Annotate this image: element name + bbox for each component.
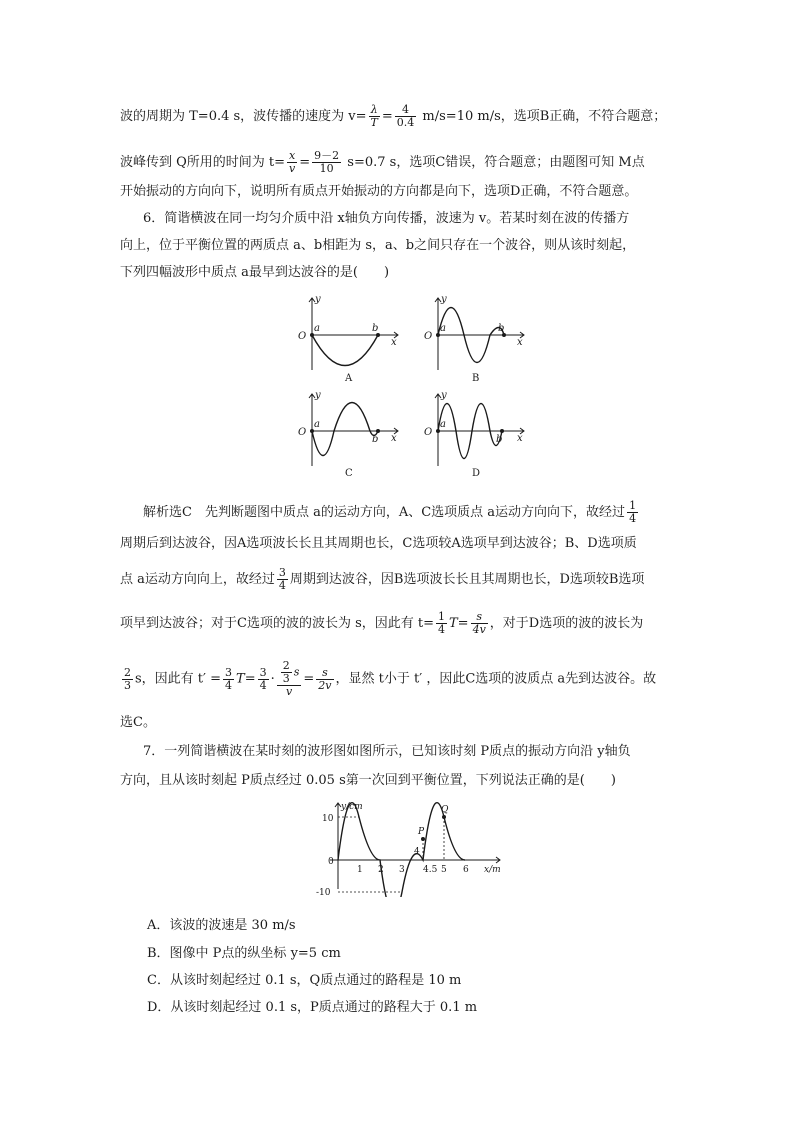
graph-c-y-label: y [315,390,321,401]
graph-d-y-label: y [441,390,447,401]
fraction-denominator: 4 [225,678,233,692]
text-segment: ，对于D选项的波的波长为 [489,616,644,631]
wave-chart [310,797,510,897]
text-segment: ，显然 t小于 t′ ，因此C选项的波质点 a先到达波谷。故 [335,671,657,687]
y-tick: 10 [322,814,334,824]
graph-b-y-label: y [441,294,447,305]
fraction-denominator: v [285,685,293,698]
fraction-numerator: 4 [395,104,417,117]
text-segment: T [449,616,458,631]
text-segment: 解析选C 先判断题图中质点 a的运动方向，A、C选项质点 a运动方向向下，故经过 [143,505,626,520]
fraction [316,667,333,692]
x-tick-4: 4 [414,847,420,857]
y-tick: 0 [328,857,334,867]
text-segment: s，因此有 t′ = [135,671,222,687]
x-tick: 4.5 [423,865,438,875]
fraction [258,667,269,692]
fraction [277,567,288,592]
option-a: A．该波的波速是 30 m/s [147,918,296,933]
fraction-denominator: 2v [318,678,332,692]
solution-line: $\frac{2}{3}$ s，因此有 t′ = $\frac{3}{4}$ T= $\frac{3}{4}$ · $\frac{2}{3}$ s v = $\frac{s}{2v}$ ，显然 t小于 t′ ，因此C选项的波质点 a先到达波谷。故 [124,659,657,698]
solution-line: 周期后到达波谷，因A选项波长长且其周期也长，C选项较A选项早到达波谷；B、D选项质 [120,536,637,551]
fraction-denominator: 3 [124,678,131,692]
text-segment: 波峰传到 Q所用的时间为 t= [120,155,286,170]
option-d: D．从该时刻起经过 0.1 s，P质点通过的路程大于 0.1 m [147,1000,478,1015]
question-6-line: 下列四幅波形中质点 a最早到达波谷的是( ) [120,265,390,280]
text-line: 波的周期为 T=0.4 s，波传播的速度为 v= $\frac{\lambda}{T}$ = $\frac{4}{0.4}$ m/s=10 m/s，选项B正确，不符合题意； [120,103,667,129]
question-6-line: 6．简谐横波在同一均匀介质中沿 x轴负方向传播，波速为 v。若某时刻在波的传播方 [143,211,630,226]
fraction-numerator: 1 [629,499,637,512]
graph-a-point-b: b [372,323,379,334]
graph-a-caption: A [345,373,353,384]
graph-d-point-b: b [496,434,503,445]
x-tick: 2 [378,865,384,875]
fraction-numerator: 2 [282,659,290,672]
solution-line [120,567,644,592]
graph-d-point-a: a [440,419,446,430]
x-tick: 1 [357,865,363,875]
text-segment: T [236,671,245,687]
graph-b-caption: B [472,373,480,384]
fraction-numerator: x [289,149,296,162]
fraction-numerator: 1 [438,610,445,623]
fraction-denominator: 0.4 [396,116,415,129]
graph-c-x-label: x [391,433,397,444]
text-segment: s=0.7 s，选项C错误，符合题意；由题图可知 M点 [343,155,645,170]
text-segment: 周期到达波谷，因B选项波长长且其周期也长，D选项较B选项 [289,572,645,587]
graph-b-point-a: a [440,323,446,334]
text-segment: 点 a运动方向向上，故经过 [120,572,275,587]
y-axis-label: y/cm [341,802,363,812]
fraction-denominator: 10 [319,162,334,175]
fraction-denominator: 4 [438,623,445,636]
fraction-numerator: 9－2 [314,149,340,162]
fraction [281,660,292,685]
fraction-numerator: 3 [278,566,286,579]
text-segment: s [293,665,300,679]
graph-d-x-label: x [517,433,523,444]
graph-a-y-label: y [315,294,321,305]
fraction-denominator: 4 [259,678,267,692]
graph-a-origin: O [298,331,307,342]
fraction [223,667,234,692]
fraction-denominator: 3 [282,672,290,685]
fraction-denominator: v [289,162,296,175]
graph-b-origin: O [424,331,433,342]
fraction [436,611,447,636]
text-segment: m/s=10 m/s，选项B正确，不符合题意； [418,109,667,124]
solution-line: 选C。 [120,715,156,730]
fraction-numerator [277,660,302,686]
graph-c-origin: O [298,427,307,438]
fraction [395,104,417,129]
compound-fraction [277,660,302,698]
fraction [369,104,380,129]
fraction [312,150,341,175]
graph-a-x-label: x [391,337,397,348]
point-q-label: Q [441,805,449,815]
option-b: B．图像中 P点的纵坐标 y=5 cm [147,946,341,961]
fraction [471,611,488,636]
fraction-denominator: 4 [278,579,286,592]
graph-c-point-b: b [372,434,379,445]
graph-d-origin: O [424,427,433,438]
fraction-numerator: λ [369,104,380,117]
solution-line [143,500,640,525]
graph-a-point-a: a [314,323,320,334]
point-p-label: P [418,827,425,837]
fraction-numerator: 2 [124,665,131,679]
fraction [287,150,297,175]
text-line: 波峰传到 Q所用的时间为 t= $\frac{x}{v}$ = $\frac{9-2}{10}$ s=0.7 s，选项C错误，符合题意；由题图可知 M点 [120,149,645,175]
text-segment: · [270,671,275,687]
fraction-numerator: 3 [225,665,233,679]
graph-c-caption: C [345,468,353,479]
text-segment: 波的周期为 T=0.4 s，波传播的速度为 v= [120,109,367,124]
x-axis-label: x/m [484,865,501,875]
fraction-denominator: T [370,116,378,129]
option-c: C．从该时刻起经过 0.1 s，Q质点通过的路程是 10 m [147,973,462,988]
text-segment: 项早到达波谷；对于C选项的波的波长为 s，因此有 t= [120,616,434,631]
solution-line: 项早到达波谷；对于C选项的波的波长为 s，因此有 t= $\frac{1}{4}$ T= $\frac{s}{4v}$ ，对于D选项的波的波长为 [120,610,644,636]
fraction-denominator: 4 [629,512,637,525]
x-tick: 5 [441,865,447,875]
graph-b-point-b: b [498,323,505,334]
graph-b-x-label: x [517,337,523,348]
x-tick: 3 [399,865,405,875]
fraction [627,500,638,525]
question-7-line: 方向，且从该时刻起 P质点经过 0.05 s第一次回到平衡位置，下列说法正确的是( ) [120,773,616,788]
question-7-line: 7．一列简谐横波在某时刻的波形图如图所示，已知该时刻 P质点的振动方向沿 y轴负 [143,744,631,759]
graph-d-caption: D [472,468,481,479]
waveform-graphs [290,290,530,482]
y-tick: -10 [316,888,331,897]
fraction-numerator: s [471,611,488,624]
question-6-line: 向上，位于平衡位置的两质点 a、b相距为 s，a、b之间只存在一个波谷，则从该时刻起， [120,238,636,253]
text-line: 开始振动的方向向下，说明所有质点开始振动的方向都是向下，选项D正确，不符合题意。 [120,184,638,199]
graph-c-point-a: a [314,419,320,430]
fraction [122,667,133,692]
fraction-denominator: 4v [472,623,486,636]
fraction-numerator: s [316,667,333,680]
fraction-numerator: 3 [259,665,267,679]
x-tick: 6 [463,865,469,875]
